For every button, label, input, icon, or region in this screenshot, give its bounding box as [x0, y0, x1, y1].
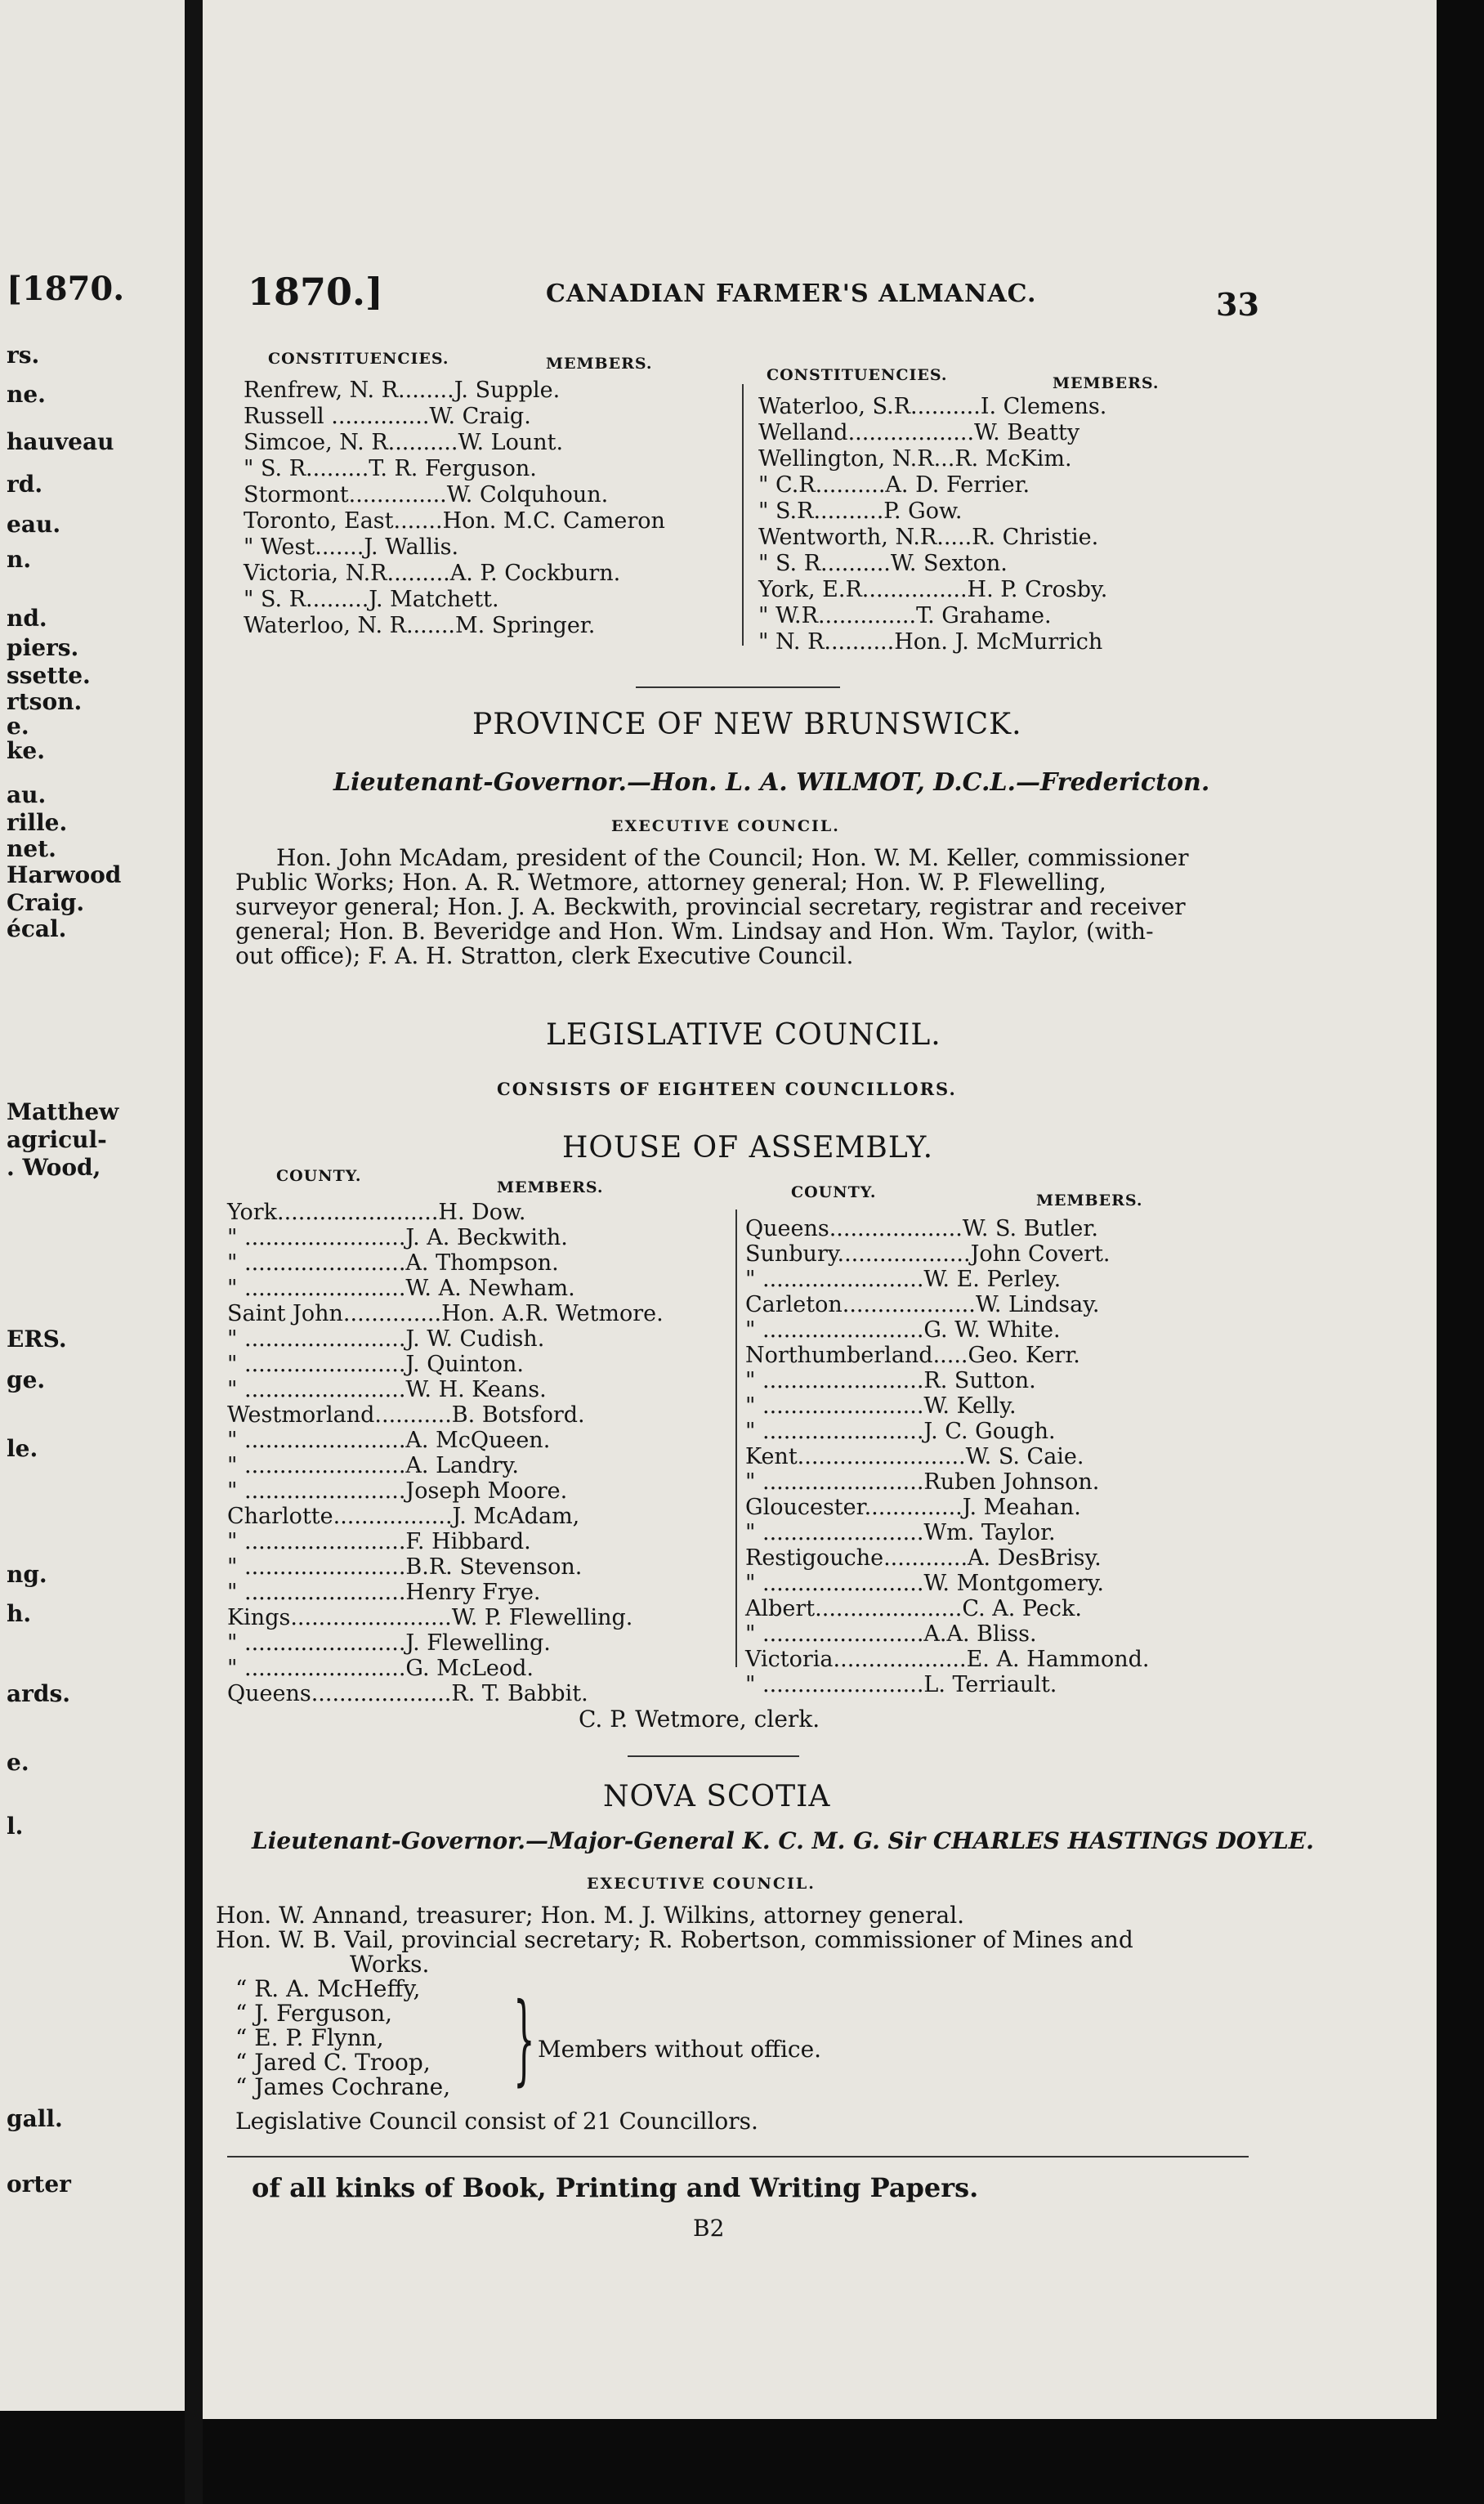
assembly-clerk: C. P. Wetmore, clerk. [579, 1706, 820, 1733]
facing-fragment: n. [7, 546, 32, 573]
assembly-row: Carleton...................W. Lindsay. [745, 1292, 1100, 1317]
constituency-row: Russell ..............W. Craig. [244, 404, 531, 429]
assembly-row: " .......................Joseph Moore. [227, 1478, 568, 1504]
section-title: NOVA SCOTIA [603, 1780, 831, 1813]
constituency-row: " S. R.........J. Matchett. [244, 587, 499, 612]
assembly-row: " .......................J. A. Beckwith. [227, 1225, 568, 1250]
member-name: E. P. Flynn, [254, 2024, 384, 2051]
signature-mark: B2 [693, 2215, 725, 2242]
facing-fragment: ke. [7, 737, 45, 764]
constituency-row: Victoria, N.R.........A. P. Cockburn. [244, 561, 621, 586]
executive-council-text: Hon. John McAdam, president of the Council; Hon. W. M. Keller, commissioner [276, 844, 1189, 871]
running-head-year: 1870.] [248, 270, 383, 314]
column-header: CONSTITUENCIES. [268, 350, 449, 368]
column-divider [742, 384, 744, 646]
column-header: COUNTY. [791, 1183, 877, 1201]
assembly-row: " .......................W. A. Newham. [227, 1276, 575, 1301]
members-without-office-label: Members without office. [538, 2036, 822, 2063]
facing-fragment: au. [7, 781, 47, 808]
legislative-council-title: LEGISLATIVE COUNCIL. [546, 1018, 941, 1052]
constituency-row: Wellington, N.R...R. McKim. [758, 446, 1072, 472]
legislative-council-note: Legislative Council consist of 21 Councillors. [235, 2108, 758, 2135]
facing-fragment: ssette. [7, 662, 91, 689]
member-name: Jared C. Troop, [254, 2049, 431, 2076]
facing-fragment: ards. [7, 1680, 70, 1707]
facing-fragment: Harwood [7, 861, 122, 888]
constituency-row: Waterloo, S.R..........I. Clemens. [758, 394, 1107, 419]
column-header: MEMBERS. [546, 355, 653, 373]
member-name: James Cochrane, [254, 2073, 451, 2100]
legislative-council-subtitle: CONSISTS OF EIGHTEEN COUNCILLORS. [497, 1079, 957, 1099]
assembly-row: " .......................W. H. Keans. [227, 1377, 547, 1402]
executive-council-text: Hon. W. B. Vail, provincial secretary; R. Robertson, commissioner of Mines and [216, 1926, 1133, 1953]
member-without-office: “ J. Ferguson, [235, 2000, 393, 2027]
assembly-row: " .......................J. Quinton. [227, 1352, 524, 1377]
column-header: CONSTITUENCIES. [767, 366, 948, 384]
assembly-row: " .......................B.R. Stevenson. [227, 1554, 583, 1580]
section-rule [628, 1755, 799, 1757]
constituency-row: " S. R..........W. Sexton. [758, 551, 1008, 576]
assembly-row: Sunbury...................John Covert. [745, 1241, 1111, 1267]
assembly-row: " .......................W. Montgomery. [745, 1571, 1105, 1596]
assembly-row: " .......................J. C. Gough. [745, 1419, 1056, 1444]
facing-fragment: e. [7, 713, 29, 740]
facing-fragment: le. [7, 1435, 38, 1462]
constituency-row: " West.......J. Wallis. [244, 534, 459, 560]
constituency-row: " C.R..........A. D. Ferrier. [758, 472, 1030, 498]
assembly-row: " .......................G. W. White. [745, 1317, 1061, 1343]
assembly-row: " .......................W. Kelly. [745, 1393, 1017, 1419]
section-rule [636, 686, 840, 688]
facing-fragment: nd. [7, 605, 47, 632]
facing-fragment: rtson. [7, 688, 83, 715]
facing-fragment: Craig. [7, 889, 85, 916]
facing-fragment: e. [7, 1749, 29, 1776]
constituency-row: Welland..................W. Beatty [758, 420, 1080, 445]
executive-council-heading: EXECUTIVE COUNCIL. [587, 1875, 816, 1893]
assembly-row: " .......................A.A. Bliss. [745, 1621, 1037, 1647]
facing-fragment: net. [7, 835, 56, 862]
column-divider [735, 1210, 737, 1667]
member-without-office: “ R. A. McHeffy, [235, 1975, 421, 2002]
page-number: 33 [1216, 286, 1259, 323]
assembly-row: " .......................J. Flewelling. [227, 1630, 551, 1656]
executive-council-text: Works. [350, 1951, 430, 1978]
member-without-office: “ E. P. Flynn, [235, 2024, 384, 2051]
assembly-row: Gloucester..............J. Meahan. [745, 1495, 1081, 1520]
facing-fragment: gall. [7, 2105, 63, 2132]
column-header: MEMBERS. [1036, 1192, 1143, 1210]
assembly-row: " .......................A. Thompson. [227, 1250, 559, 1276]
assembly-row: Restigouche............A. DesBrisy. [745, 1545, 1102, 1571]
executive-council-text: surveyor general; Hon. J. A. Beckwith, provincial secretary, registrar and receiver [235, 893, 1186, 920]
footer-advert: of all kinks of Book, Printing and Writing Papers. [252, 2172, 979, 2203]
assembly-row: " .......................A. Landry. [227, 1453, 519, 1478]
facing-fragment: eau. [7, 511, 61, 538]
executive-council-text: general; Hon. B. Beveridge and Hon. Wm. Lindsay and Hon. Wm. Taylor, (with- [235, 918, 1154, 945]
member-without-office: “ Jared C. Troop, [235, 2049, 431, 2076]
facing-fragment: ge. [7, 1366, 46, 1393]
assembly-row: " .......................L. Terriault. [745, 1672, 1057, 1697]
constituency-row: " S. R.........T. R. Ferguson. [244, 456, 537, 481]
facing-fragment: rille. [7, 809, 68, 836]
facing-page-year: [1870. [7, 270, 125, 308]
lieutenant-governor: Lieutenant-Governor.—Hon. L. A. WILMOT, D.C.L.—Fredericton. [333, 768, 1210, 797]
facing-fragment: hauveau [7, 428, 114, 455]
facing-fragment: rd. [7, 471, 43, 498]
assembly-row: " .......................Henry Frye. [227, 1580, 541, 1605]
facing-fragment: orter [7, 2171, 71, 2198]
member-name: R. A. McHeffy, [254, 1975, 421, 2002]
section-title: PROVINCE OF NEW BRUNSWICK. [472, 708, 1022, 741]
assembly-row: " .......................W. E. Perley. [745, 1267, 1062, 1292]
constituency-row: " W.R..............T. Grahame. [758, 603, 1052, 628]
book-gutter [185, 0, 203, 2504]
assembly-row: Albert.....................C. A. Peck. [745, 1596, 1082, 1621]
facing-fragment: l. [7, 1813, 24, 1840]
assembly-row: " .......................Ruben Johnson. [745, 1469, 1100, 1495]
facing-fragment: piers. [7, 634, 79, 661]
constituency-row: Waterloo, N. R.......M. Springer. [244, 613, 596, 638]
facing-fragment: écal. [7, 915, 67, 942]
facing-page-fragment [0, 0, 194, 2411]
constituency-row: Stormont..............W. Colquhoun. [244, 482, 609, 508]
assembly-row: York.......................H. Dow. [227, 1200, 526, 1225]
brace-icon: } [513, 1983, 535, 2096]
member-name: J. Ferguson, [254, 2000, 393, 2027]
facing-fragment: rs. [7, 342, 40, 369]
assembly-row: Kent........................W. S. Caie. [745, 1444, 1084, 1469]
assembly-row: Queens....................R. T. Babbit. [227, 1681, 588, 1706]
assembly-row: Queens...................W. S. Butler. [745, 1216, 1098, 1241]
facing-fragment: . Wood, [7, 1154, 101, 1181]
executive-council-heading: EXECUTIVE COUNCIL. [611, 817, 840, 835]
assembly-row: " .......................A. McQueen. [227, 1428, 551, 1453]
assembly-row: " .......................F. Hibbard. [227, 1529, 531, 1554]
facing-fragment: h. [7, 1600, 32, 1627]
executive-council-text: Public Works; Hon. A. R. Wetmore, attorney general; Hon. W. P. Flewelling, [235, 869, 1106, 896]
column-header: MEMBERS. [1053, 374, 1160, 392]
assembly-row: " .......................R. Sutton. [745, 1368, 1036, 1393]
constituency-row: Simcoe, N. R..........W. Lount. [244, 430, 564, 455]
constituency-row: " S.R..........P. Gow. [758, 499, 963, 524]
constituency-row: Renfrew, N. R........J. Supple. [244, 378, 561, 403]
facing-fragment: agricul- [7, 1126, 107, 1153]
assembly-row: " .......................J. W. Cudish. [227, 1326, 545, 1352]
facing-fragment: Matthew [7, 1098, 119, 1125]
assembly-row: " .......................G. McLeod. [227, 1656, 534, 1681]
facing-fragment: ne. [7, 381, 46, 408]
executive-council-text: out office); F. A. H. Stratton, clerk Executive Council. [235, 942, 854, 969]
column-header: COUNTY. [276, 1167, 362, 1185]
assembly-row: Westmorland...........B. Botsford. [227, 1402, 585, 1428]
executive-council-text: Hon. W. Annand, treasurer; Hon. M. J. Wilkins, attorney general. [216, 1902, 965, 1929]
facing-fragment: ERS. [7, 1326, 67, 1353]
assembly-row: " .......................Wm. Taylor. [745, 1520, 1056, 1545]
constituency-row: Wentworth, N.R.....R. Christie. [758, 525, 1099, 550]
assembly-row: Saint John..............Hon. A.R. Wetmore. [227, 1301, 664, 1326]
assembly-row: Kings.......................W. P. Flewelling. [227, 1605, 633, 1630]
column-header: MEMBERS. [497, 1178, 604, 1196]
lieutenant-governor: Lieutenant-Governor.—Major-General K. C. M. G. Sir CHARLES HASTINGS DOYLE. [252, 1827, 1314, 1854]
assembly-title: HOUSE OF ASSEMBLY. [562, 1131, 934, 1165]
assembly-row: Victoria...................E. A. Hammond. [745, 1647, 1150, 1672]
facing-fragment: ng. [7, 1561, 47, 1588]
constituency-row: " N. R..........Hon. J. McMurrich [758, 629, 1103, 655]
almanac-page [203, 0, 1437, 2419]
footer-rule [227, 2156, 1249, 2157]
constituency-row: York, E.R...............H. P. Crosby. [758, 577, 1108, 602]
running-head-title: CANADIAN FARMER'S ALMANAC. [546, 279, 1037, 308]
assembly-row: Northumberland.....Geo. Kerr. [745, 1343, 1080, 1368]
member-without-office: “ James Cochrane, [235, 2073, 451, 2100]
constituency-row: Toronto, East.......Hon. M.C. Cameron [244, 508, 665, 534]
assembly-row: Charlotte.................J. McAdam, [227, 1504, 580, 1529]
